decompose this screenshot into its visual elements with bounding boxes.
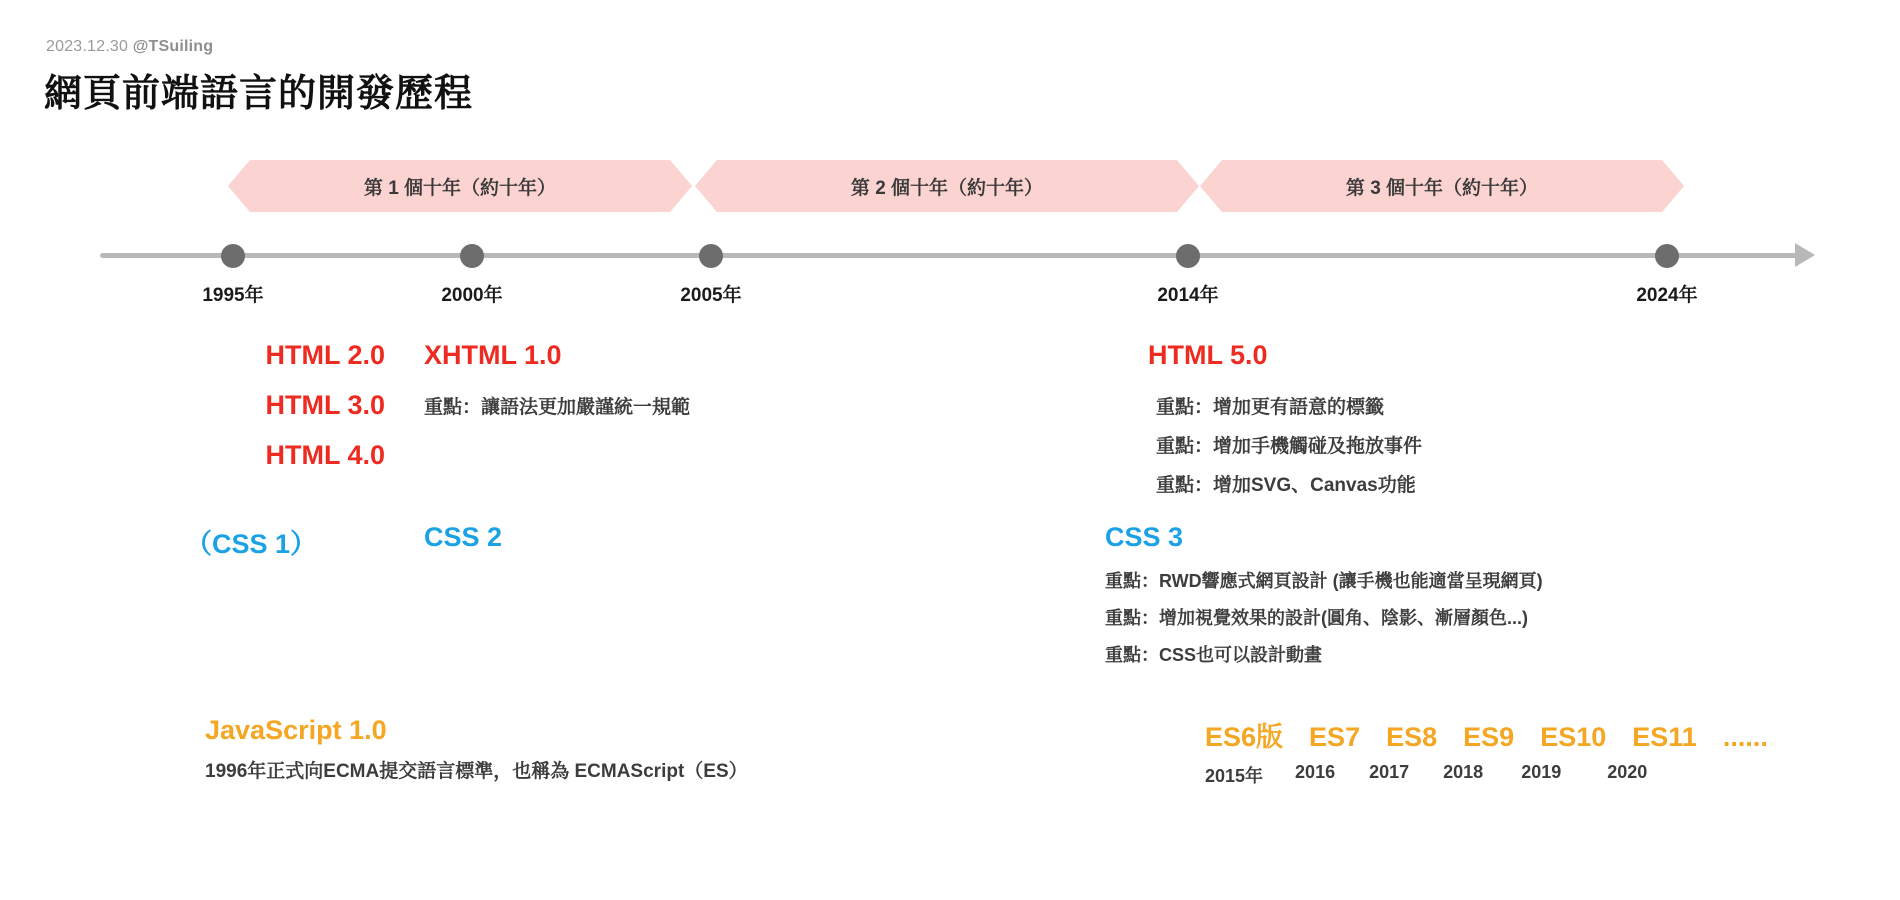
es-version-3: ES8 bbox=[1386, 722, 1438, 752]
html-1995-item-2: HTML 3.0 bbox=[265, 390, 385, 420]
decade-bar-1 bbox=[250, 160, 670, 212]
es-versions-block bbox=[1205, 715, 1768, 788]
es-year-3: 2017 bbox=[1369, 762, 1410, 782]
timeline-label-2014: 2014年 bbox=[1157, 285, 1219, 306]
meta-line bbox=[46, 38, 213, 56]
es-year-6: 2020 bbox=[1607, 762, 1648, 782]
es-version-6: ES11 bbox=[1632, 722, 1697, 752]
page-title: 網頁前端語言的開發歷程 bbox=[44, 73, 474, 115]
html-1995-block bbox=[110, 330, 385, 480]
decade-bar-2 bbox=[717, 160, 1177, 212]
timeline-node-2005 bbox=[699, 244, 723, 268]
decade-bar-1-label: 第 1 個十年（約十年） bbox=[363, 177, 557, 199]
timeline-arrow-icon bbox=[1795, 243, 1815, 267]
es-year-1: 2015年 bbox=[1205, 766, 1264, 786]
html-1995-item-1: HTML 2.0 bbox=[265, 340, 385, 370]
css-2014-note-1: 重點：RWD響應式網頁設計 (讓手機也能適當呈現網頁) bbox=[1105, 571, 1543, 591]
decade-bar-3-label: 第 3 個十年（約十年） bbox=[1345, 177, 1539, 199]
css-2014-note-2: 重點：增加視覺效果的設計(圓角、陰影、漸層顏色...) bbox=[1105, 608, 1528, 628]
css-1995-heading: （CSS 1） bbox=[185, 529, 318, 559]
html-2014-note-3: 重點：增加SVG、Canvas功能 bbox=[1156, 475, 1416, 496]
html-2014-note-1: 重點：增加更有語意的標籤 bbox=[1156, 397, 1385, 418]
html-2014-heading: HTML 5.0 bbox=[1148, 340, 1268, 370]
css-2000-heading: CSS 2 bbox=[424, 522, 503, 552]
html-2014-note-2: 重點：增加手機觸碰及拖放事件 bbox=[1156, 436, 1423, 457]
decade-bar-3 bbox=[1222, 160, 1662, 212]
css-2014-block bbox=[1105, 522, 1543, 674]
js-2000-block bbox=[205, 715, 748, 791]
timeline-label-1995: 1995年 bbox=[202, 285, 264, 306]
css-2014-heading: CSS 3 bbox=[1105, 522, 1184, 552]
es-version-5: ES10 bbox=[1540, 722, 1607, 752]
es-version-more: ...... bbox=[1722, 722, 1768, 752]
es-version-2: ES7 bbox=[1309, 722, 1361, 752]
js-2000-note: 1996年正式向ECMA提交語言標準，也稱為 ECMAScript（ES） bbox=[205, 761, 748, 782]
timeline-label-2000: 2000年 bbox=[441, 285, 503, 306]
timeline-axis bbox=[100, 253, 1800, 258]
publish-date: 2023.12.30 bbox=[46, 38, 129, 55]
es-version-1: ES6版 bbox=[1205, 722, 1284, 752]
html-2000-note-1: 重點：讓語法更加嚴謹統一規範 bbox=[424, 397, 691, 418]
timeline-node-1995 bbox=[221, 244, 245, 268]
css-2000-block bbox=[424, 522, 502, 553]
es-versions-row bbox=[1205, 715, 1768, 754]
css-1995-block bbox=[185, 522, 317, 561]
js-2000-heading: JavaScript 1.0 bbox=[205, 715, 387, 745]
timeline-node-2024 bbox=[1655, 244, 1679, 268]
decade-bar-2-label: 第 2 個十年（約十年） bbox=[850, 177, 1044, 199]
timeline-label-2024: 2024年 bbox=[1636, 285, 1698, 306]
html-2000-block bbox=[424, 330, 690, 427]
timeline-node-2014 bbox=[1176, 244, 1200, 268]
es-version-4: ES9 bbox=[1463, 722, 1515, 752]
timeline-label-2005: 2005年 bbox=[680, 285, 742, 306]
css-2014-note-3: 重點：CSS也可以設計動畫 bbox=[1105, 645, 1323, 665]
es-year-4: 2018 bbox=[1443, 762, 1484, 782]
es-year-2: 2016 bbox=[1295, 762, 1336, 782]
author-handle: @TSuiling bbox=[132, 38, 214, 55]
html-2014-block bbox=[1148, 330, 1422, 505]
es-years-row bbox=[1205, 762, 1768, 788]
html-1995-item-3: HTML 4.0 bbox=[265, 440, 385, 470]
html-2000-heading: XHTML 1.0 bbox=[424, 340, 562, 370]
timeline-node-2000 bbox=[460, 244, 484, 268]
es-year-5: 2019 bbox=[1521, 762, 1562, 782]
